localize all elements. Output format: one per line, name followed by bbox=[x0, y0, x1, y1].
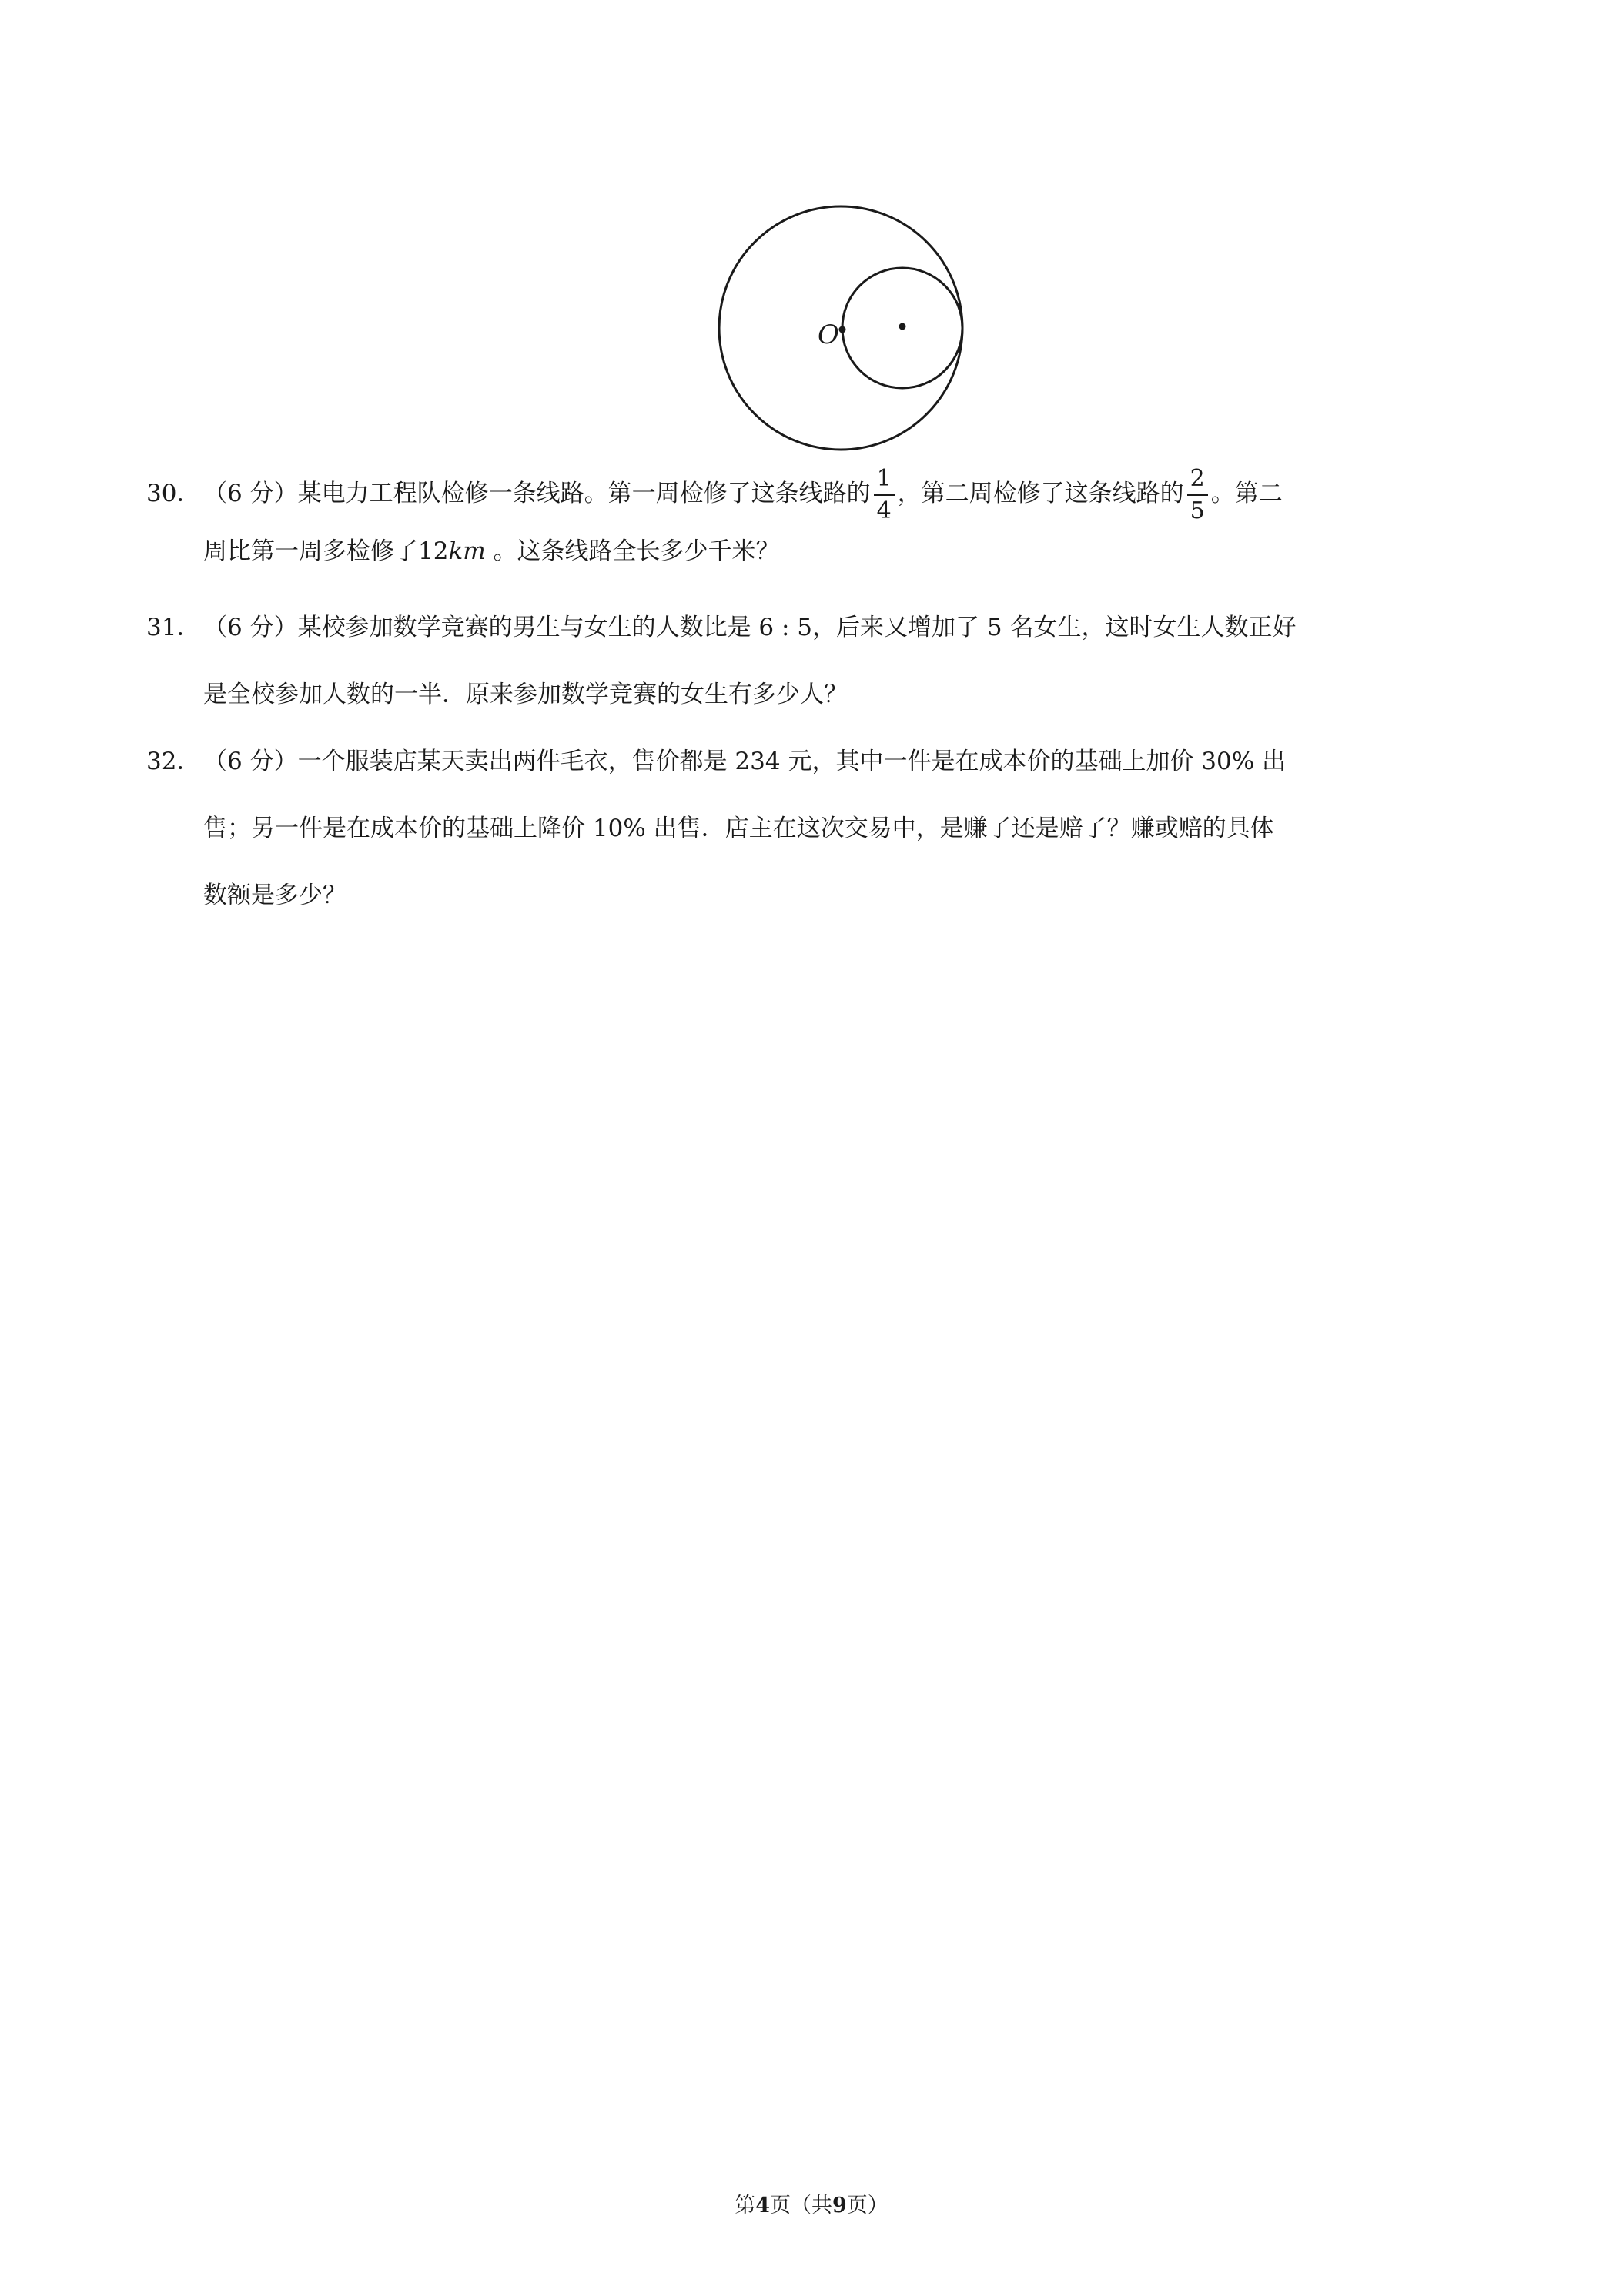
question-31 bbox=[146, 594, 1486, 728]
page-footer bbox=[0, 2188, 1623, 2218]
current-page-number: 4 bbox=[755, 2194, 770, 2217]
question-text: ，第二周检修了这条线路的 bbox=[897, 480, 1184, 507]
question-text: 。第二 bbox=[1210, 480, 1283, 507]
question-number: 31． bbox=[146, 614, 201, 641]
question-text: 某校参加数学竞赛的男生与女生的人数比是 6 : 5，后来又增加了 5 名女生，这时女生人数正好 bbox=[297, 614, 1297, 641]
question-32-line-1 bbox=[146, 728, 1486, 795]
total-page-number: 9 bbox=[832, 2194, 847, 2217]
question-32 bbox=[146, 728, 1486, 929]
footer-prefix: 第 bbox=[735, 2194, 756, 2217]
fraction-numerator: 1 bbox=[874, 467, 895, 496]
question-text: 是全校参加人数的一半．原来参加数学竞赛的女生有多少人？ bbox=[203, 681, 848, 708]
question-text: 一个服装店某天卖出两件毛衣，售价都是 234 元，其中一件是在成本价的基础上加价 30% 出 bbox=[297, 748, 1287, 775]
question-31-line-1 bbox=[146, 594, 1486, 661]
question-text: 某电力工程队检修一条线路。第一周检修了这条线路的 bbox=[297, 480, 871, 507]
fraction-denominator: 4 bbox=[876, 497, 892, 524]
center-label-o: O bbox=[818, 320, 839, 350]
question-number: 32． bbox=[146, 748, 201, 775]
question-text: 数额是多少？ bbox=[203, 882, 346, 909]
question-text: 周比第一周多检修了 bbox=[203, 537, 418, 565]
footer-suffix: 页） bbox=[846, 2194, 888, 2217]
question-score: （6 分） bbox=[203, 614, 298, 641]
small-circle-center-point bbox=[899, 323, 906, 330]
fraction-one-quarter bbox=[874, 464, 895, 524]
center-point-o bbox=[839, 326, 846, 333]
question-score: （6 分） bbox=[203, 480, 298, 507]
distance-unit: km bbox=[448, 537, 486, 565]
question-32-line-2 bbox=[146, 795, 1486, 862]
fraction-two-fifths bbox=[1187, 464, 1208, 524]
question-31-line-2 bbox=[146, 661, 1486, 728]
fraction-numerator: 2 bbox=[1187, 467, 1208, 496]
footer-middle: 页（共 bbox=[770, 2194, 832, 2217]
question-text: 。这条线路全长多少千米？ bbox=[485, 537, 780, 565]
question-30-line-1 bbox=[146, 460, 1486, 527]
question-number: 30． bbox=[146, 480, 201, 507]
circles-figure bbox=[711, 202, 970, 454]
question-32-line-3 bbox=[146, 862, 1486, 929]
fraction-denominator: 5 bbox=[1190, 497, 1205, 524]
question-text: 售；另一件是在成本价的基础上降价 10% 出售．店主在这次交易中，是赚了还是赔了？赚或赔的具体 bbox=[203, 815, 1274, 842]
distance-value: 12 bbox=[418, 537, 449, 565]
question-30 bbox=[146, 460, 1486, 575]
question-score: （6 分） bbox=[203, 748, 298, 775]
question-30-line-2 bbox=[146, 527, 1486, 575]
